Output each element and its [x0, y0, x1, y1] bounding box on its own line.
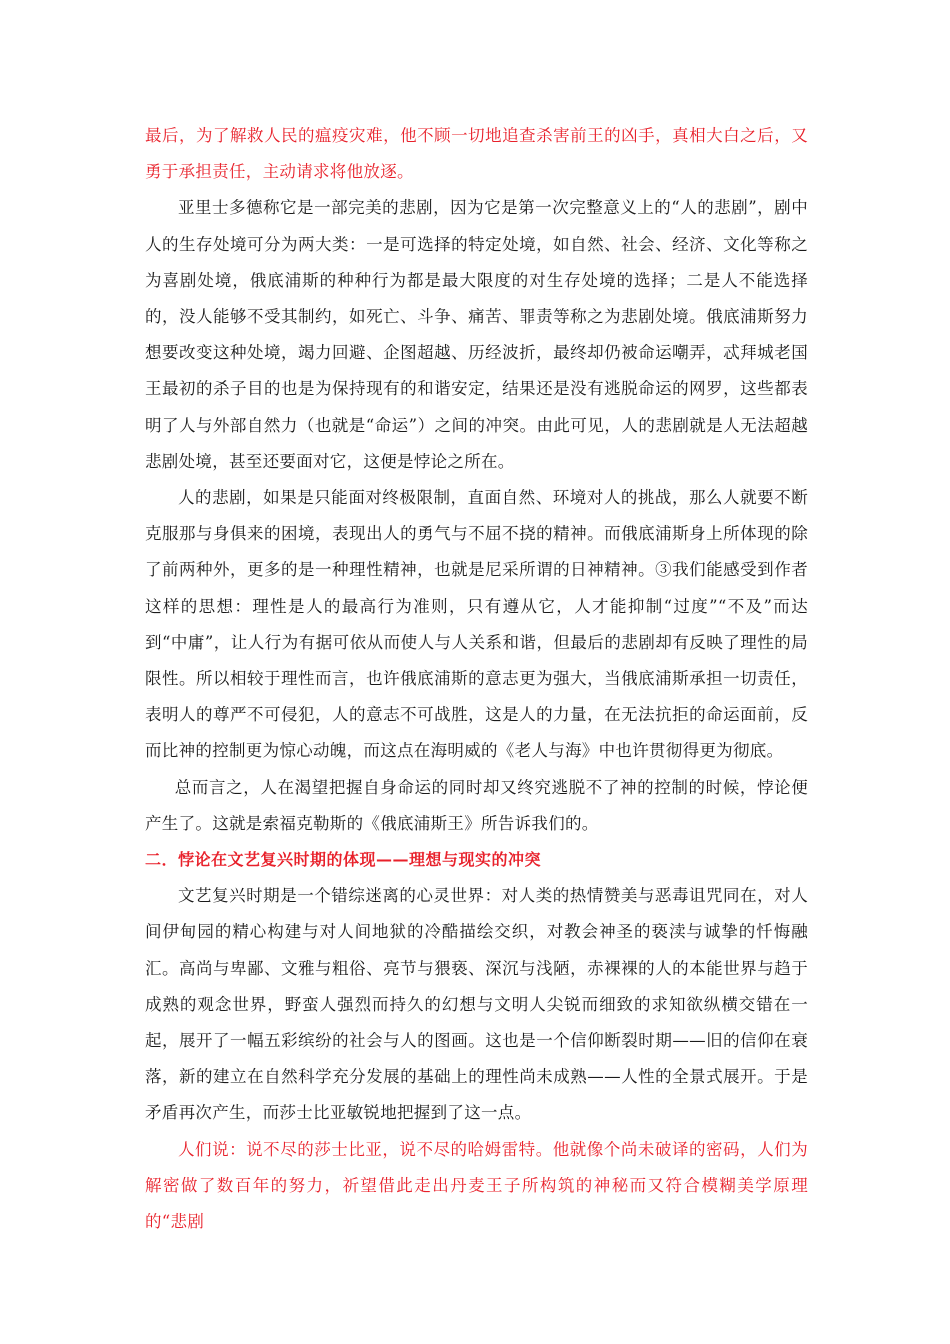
- paragraph-oedipus-conclusion: 最后，为了解救人民的瘟疫灾难，他不顾一切地追查杀害前王的凶手，真相大白之后，又勇于承担责任，主动请求将他放逐。: [145, 126, 808, 182]
- paragraph-human-tragedy: 人的悲剧，如果是只能面对终极限制，直面自然、环境对人的挑战，那么人就要不断克服那与身俱来的困境，表现出人的勇气与不屈不挠的精神。而俄底浦斯身上所体现的除了前两种外，更多的是一种理性精神，也就是尼采所谓的日神精神。③我们能感受到作者这样的思想：理性是人的最高行为准则，只有遵从它，人才能抑制“过度”“不及”而达到“中庸”，让人行为有据可依从而使人与人关系和谐，但最后的悲剧却有反映了理性的局限性。所以相较于理性而言，也许俄底浦斯的意志更为强大，当俄底浦斯承担一切责任，表明人的尊严不可侵犯，人的意志不可战胜，这是人的力量，在无法抗拒的命运面前，反而比神的控制更为惊心动魄，而这点在海明威的《老人与海》中也许贯彻得更为彻底。: [145, 488, 808, 761]
- paragraph-shakespeare-hamlet: 人们说：说不尽的莎士比亚，说不尽的哈姆雷特。他就像个尚未破译的密码，人们为解密做了数百年的努力，祈望借此走出丹麦王子所构筑的神秘而又符合模糊美学原理的“悲剧: [145, 1139, 808, 1232]
- section-heading-renaissance: 二．悖论在文艺复兴时期的体现——理想与现实的冲突: [145, 850, 542, 870]
- paragraph-summary: 总而言之，人在渴望把握自身命运的同时却又终究逃脱不了神的控制的时候，悖论便产生了。这就是索福克勒斯的《俄底浦斯王》所告诉我们的。: [145, 777, 808, 833]
- document-body: [145, 118, 808, 1240]
- paragraph-renaissance-world: 文艺复兴时期是一个错综迷离的心灵世界：对人类的热情赞美与恶毒诅咒同在，对人间伊甸园的精心构建与对人间地狱的冷酷描绘交织，对教会神圣的亵渎与诚挚的忏悔融汇。高尚与卑鄙、文雅与粗俗、亮节与猥亵、深沉与浅陋，赤裸裸的人的本能世界与趋于成熟的观念世界，野蛮人强烈而持久的幻想与文明人尖锐而细致的求知欲纵横交错在一起，展开了一幅五彩缤纷的社会与人的图画。这也是一个信仰断裂时期——旧的信仰在衰落，新的建立在自然科学充分发展的基础上的理性尚未成熟——人性的全景式展开。于是矛盾再次产生，而莎士比亚敏锐地把握到了这一点。: [145, 886, 808, 1123]
- paragraph-aristotle-tragedy: 亚里士多德称它是一部完美的悲剧，因为它是第一次完整意义上的“人的悲剧”，剧中人的生存处境可分为两大类：一是可选择的特定处境，如自然、社会、经济、文化等称之为喜剧处境，俄底浦斯的种种行为都是最大限度的对生存处境的选择；二是人不能选择的，没人能够不受其制约，如死亡、斗争、痛苦、罪责等称之为悲剧处境。俄底浦斯努力想要改变这种处境，竭力回避、企图超越、历经波折，最终却仍被命运嘲弄，忒拜城老国王最初的杀子目的也是为保持现有的和谐安定，结果还是没有逃脱命运的网罗，这些都表明了人与外部自然力（也就是“命运”）之间的冲突。由此可见，人的悲剧就是人无法超越悲剧处境，甚至还要面对它，这便是悖论之所在。: [145, 198, 808, 471]
